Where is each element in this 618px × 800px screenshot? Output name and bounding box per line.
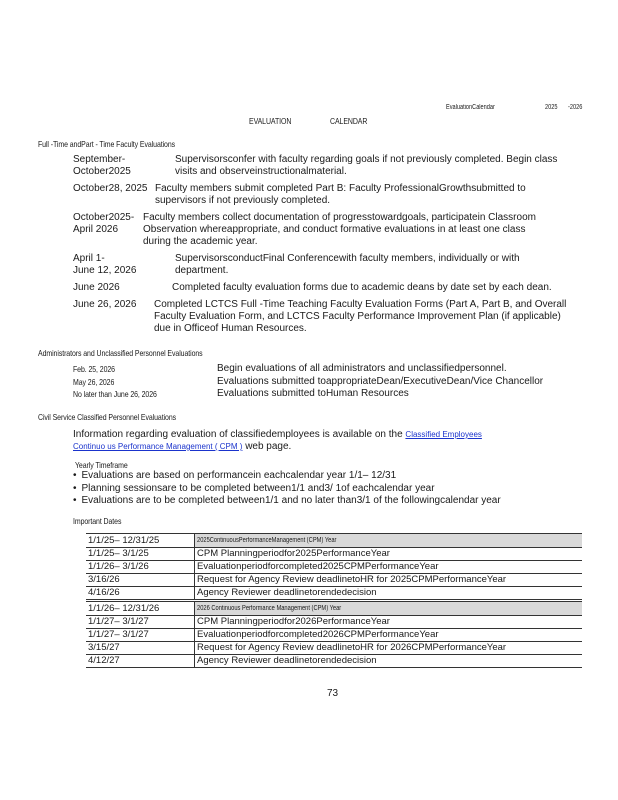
table-cell-date: 1/1/25– 3/1/25	[86, 548, 195, 561]
table-header-row	[86, 534, 582, 548]
faculty-row-desc: Faculty members collect documentation of progresstowardgoals, participatein Classroom Observation whereappropriate, and conduct formative evaluations in at least one class during the academic year.	[143, 212, 536, 247]
table-cell-date: 3/16/26	[86, 574, 195, 587]
faculty-row	[73, 299, 583, 337]
cpm-link[interactable]: Continuo us Performance Management ( CPM )	[73, 442, 243, 451]
table-cell-date: 3/15/27	[86, 642, 195, 655]
faculty-row-date: June 2026	[73, 282, 120, 293]
page-number: 73	[327, 688, 339, 699]
important-dates-heading: Important Dates	[73, 516, 122, 526]
cpm-2025-table	[86, 533, 582, 600]
table-cell-date: 4/16/26	[86, 587, 195, 600]
table-header-label: 2026 Continuous Performance Management (CPM) Year	[197, 605, 342, 612]
table-row	[86, 616, 582, 629]
admin-row-date: May 26, 2026	[73, 377, 115, 387]
table-row	[86, 642, 582, 655]
table-row	[86, 655, 582, 668]
timeframe-list	[73, 470, 501, 508]
faculty-row-date: April 1- June 12, 2026	[73, 253, 137, 276]
section-heading-civil-service: Civil Service Classified Personnel Evaluations	[38, 412, 177, 422]
table-cell-event: Request for Agency Review deadlinetoHR for 2025CPMPerformanceYear	[195, 574, 583, 587]
running-header-year-end: -2026	[568, 104, 583, 111]
admin-row-date: Feb. 25, 2026	[73, 364, 115, 374]
faculty-row-date: October2025- April 2026	[73, 212, 135, 235]
table-header-label: 2025ContinuousPerformanceManagement (CPM) Year	[197, 537, 337, 544]
table-row	[86, 574, 582, 587]
faculty-row-date: September- October2025	[73, 154, 131, 177]
table-row	[86, 629, 582, 642]
table-cell-event: Evaluationperiodforcompleted2025CPMPerformanceYear	[195, 561, 583, 574]
classified-employees-link[interactable]: Classified Employees	[405, 430, 482, 439]
section-heading-administrators: Administrators and Unclassified Personnel Evaluations	[38, 348, 203, 358]
table-cell-event: Evaluationperiodforcompleted2026CPMPerformanceYear	[195, 629, 583, 642]
faculty-row-desc: Faculty members submit completed Part B: Faculty ProfessionalGrowthsubmitted to supervisors if not previously completed.	[155, 183, 526, 206]
civil-intro-line	[73, 429, 482, 442]
running-header: EvaluationCalendar	[446, 104, 495, 111]
timeframe-item: • Planning sessionsare to be completed between1/1 and3/ 1of eachcalendar year	[73, 483, 501, 496]
table-cell-event: CPM Planningperiodfor2025PerformanceYear	[195, 548, 583, 561]
page-title-calendar: CALENDAR	[330, 116, 368, 126]
table-cell-event: Agency Reviewer deadlinetorendedecision	[195, 587, 583, 600]
table-cell-date: 1/1/25– 12/31/25	[86, 534, 195, 548]
faculty-row-date: June 26, 2026	[73, 299, 137, 310]
table-cell-date: 1/1/26– 3/1/26	[86, 561, 195, 574]
table-cell-event	[195, 534, 583, 548]
faculty-row-desc: Completed LCTCS Full -Time Teaching Faculty Evaluation Forms (Part A, Part B, and Overall Faculty Evaluation Form, and LCTCS Faculty Performance Improvement Plan (if applicable) due in Officeof Human Resources.	[154, 299, 567, 334]
admin-row-date: No later than June 26, 2026	[73, 389, 157, 399]
table-cell-event: CPM Planningperiodfor2026PerformanceYear	[195, 616, 583, 629]
faculty-row	[73, 253, 583, 279]
table-cell-event: Request for Agency Review deadlinetoHR for 2026CPMPerformanceYear	[195, 642, 583, 655]
faculty-row-desc: Supervisorsconfer with faculty regarding goals if not previously completed. Begin class visits and observeinstructionalmaterial.	[175, 154, 558, 177]
table-cell-date: 1/1/27– 3/1/27	[86, 629, 195, 642]
table-cell-date: 1/1/27– 3/1/27	[86, 616, 195, 629]
faculty-row	[73, 154, 583, 180]
table-cell-date: 1/1/26– 12/31/26	[86, 602, 195, 616]
admin-row-desc: Begin evaluations of all administrators and unclassifiedpersonnel.	[217, 363, 507, 374]
cpm-2026-table	[86, 601, 582, 668]
faculty-row	[73, 183, 583, 209]
admin-row-desc: Evaluations submitted toappropriateDean/ExecutiveDean/Vice Chancellor	[217, 376, 544, 387]
faculty-row	[73, 212, 583, 250]
civil-intro-text: Information regarding evaluation of classifiedemployees is available on the	[73, 429, 403, 440]
table-header-row	[86, 602, 582, 616]
timeframe-item: • Evaluations are based on performancein eachcalendar year 1/1– 12/31	[73, 470, 501, 483]
section-heading-faculty: Full -Time andPart - Time Faculty Evaluations	[38, 139, 176, 149]
timeframe-item: • Evaluations are to be completed between1/1 and no later than3/1 of the followingcalendar year	[73, 495, 501, 508]
table-cell-event	[195, 602, 583, 616]
faculty-row	[73, 282, 583, 296]
yearly-timeframe-heading: Yearly Timeframe	[75, 460, 128, 470]
page-title-evaluation: EVALUATION	[249, 116, 292, 126]
table-row	[86, 587, 582, 600]
table-cell-date: 4/12/27	[86, 655, 195, 668]
civil-intro-line-2	[73, 441, 291, 454]
running-header-year-start: 2025	[545, 104, 558, 111]
faculty-row-date: October28, 2025	[73, 183, 148, 194]
table-row	[86, 548, 582, 561]
table-row	[86, 561, 582, 574]
faculty-row-desc: Completed faculty evaluation forms due to academic deans by date set by each dean.	[172, 282, 552, 293]
faculty-row-desc: SupervisorsconductFinal Conferencewith faculty members, individually or with department.	[175, 253, 520, 276]
admin-row-desc: Evaluations submitted toHuman Resources	[217, 388, 409, 399]
civil-suffix-text: web page.	[245, 441, 292, 452]
table-cell-event: Agency Reviewer deadlinetorendedecision	[195, 655, 583, 668]
